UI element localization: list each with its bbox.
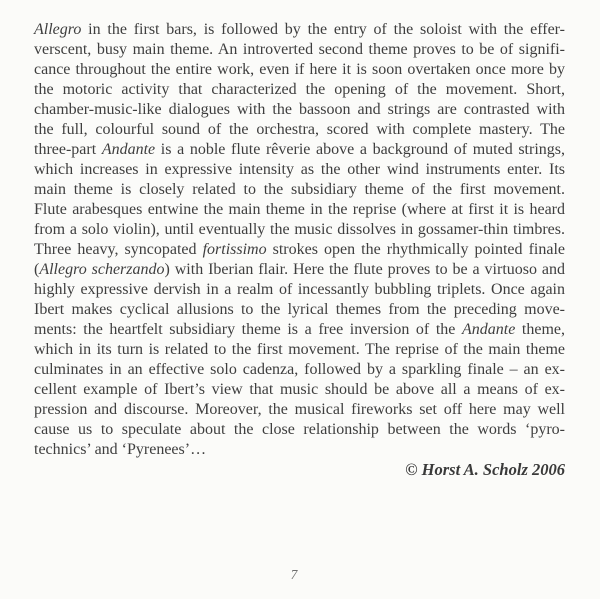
text-segment: which increases in expressive intensity as the other wind instruments enter. Its bbox=[34, 161, 565, 178]
text-segment: strokes open the rhythmically pointed finale bbox=[266, 241, 565, 258]
author-credit: © Horst A. Scholz 2006 bbox=[405, 460, 565, 479]
text-segment: ) with Iberian flair. Here the flute proves to be a virtuoso and bbox=[164, 261, 565, 278]
liner-notes-paragraph bbox=[34, 20, 565, 460]
text-line bbox=[34, 60, 565, 80]
text-line bbox=[34, 340, 565, 360]
text-segment: Flute arabesques entwine the main theme in the reprise (where at first it is heard bbox=[34, 201, 565, 218]
text-line bbox=[34, 120, 565, 140]
text-segment: theme, bbox=[515, 321, 566, 338]
text-line bbox=[34, 440, 565, 460]
text-line bbox=[34, 280, 565, 300]
text-line bbox=[34, 420, 565, 440]
text-line bbox=[34, 180, 565, 200]
text-segment: Three heavy, syncopated bbox=[34, 241, 203, 258]
text-line bbox=[34, 80, 565, 100]
text-segment: technics’ and ‘Pyrenees’… bbox=[34, 441, 207, 458]
italic-text-segment: Allegro bbox=[34, 21, 82, 38]
text-segment: cellent example of Ibert’s view that music should be above all a means of ex- bbox=[34, 381, 565, 398]
text-segment: the motoric activity that characterized the opening of the movement. Short, bbox=[34, 81, 565, 98]
text-line bbox=[34, 360, 565, 380]
text-line bbox=[34, 320, 565, 340]
text-segment: pression and discourse. Moreover, the musical fireworks set off here may well bbox=[34, 401, 565, 418]
italic-text-segment: Andante bbox=[101, 141, 156, 158]
italic-text-segment: Andante bbox=[461, 321, 516, 338]
text-segment: verscent, busy main theme. An introverted second theme proves to be of signifi- bbox=[34, 41, 565, 58]
text-segment: chamber-music-like dialogues with the bassoon and strings are contrasted with bbox=[34, 101, 565, 118]
text-line bbox=[34, 200, 565, 220]
text-line bbox=[34, 300, 565, 320]
italic-text-segment: fortissimo bbox=[202, 241, 267, 258]
text-line bbox=[34, 220, 565, 240]
text-line bbox=[34, 160, 565, 180]
text-line bbox=[34, 400, 565, 420]
text-segment: three-part bbox=[34, 141, 102, 158]
text-segment: from a solo violin), until eventually the music dissolves in gossamer-thin timbres. bbox=[34, 221, 565, 238]
text-line bbox=[34, 240, 565, 260]
italic-text-segment: Allegro scherzando bbox=[39, 261, 165, 278]
text-line bbox=[34, 140, 565, 160]
text-segment: ( bbox=[34, 261, 40, 278]
text-segment: highly expressive dervish in a realm of incessantly bubbling triplets. Once again bbox=[34, 281, 565, 298]
text-segment: cause us to speculate about the close relationship between the words ‘pyro- bbox=[34, 421, 565, 438]
text-line bbox=[34, 20, 565, 40]
text-segment: in the first bars, is followed by the entry of the soloist with the effer- bbox=[81, 21, 565, 38]
text-line bbox=[34, 380, 565, 400]
text-segment: the full, colourful sound of the orchestra, scored with complete mastery. The bbox=[34, 121, 565, 138]
text-line bbox=[34, 100, 565, 120]
text-segment: main theme is closely related to the subsidiary theme of the first movement. bbox=[34, 181, 565, 198]
page-number: 7 bbox=[290, 567, 298, 582]
text-segment: ments: the heartfelt subsidiary theme is a free inversion of the bbox=[34, 321, 462, 338]
text-segment: Ibert makes cyclical allusions to the lyrical themes from the preceding move- bbox=[34, 301, 565, 318]
text-line bbox=[34, 260, 565, 280]
text-segment: culminates in an effective solo cadenza, followed by a sparkling finale – an ex- bbox=[34, 361, 565, 378]
text-segment: is a noble flute rêverie above a background of muted strings, bbox=[155, 141, 566, 158]
text-line bbox=[34, 40, 565, 60]
text-segment: which in its turn is related to the first movement. The reprise of the main theme bbox=[34, 341, 565, 358]
text-segment: cance throughout the entire work, even if here it is soon overtaken once more by bbox=[34, 61, 565, 78]
